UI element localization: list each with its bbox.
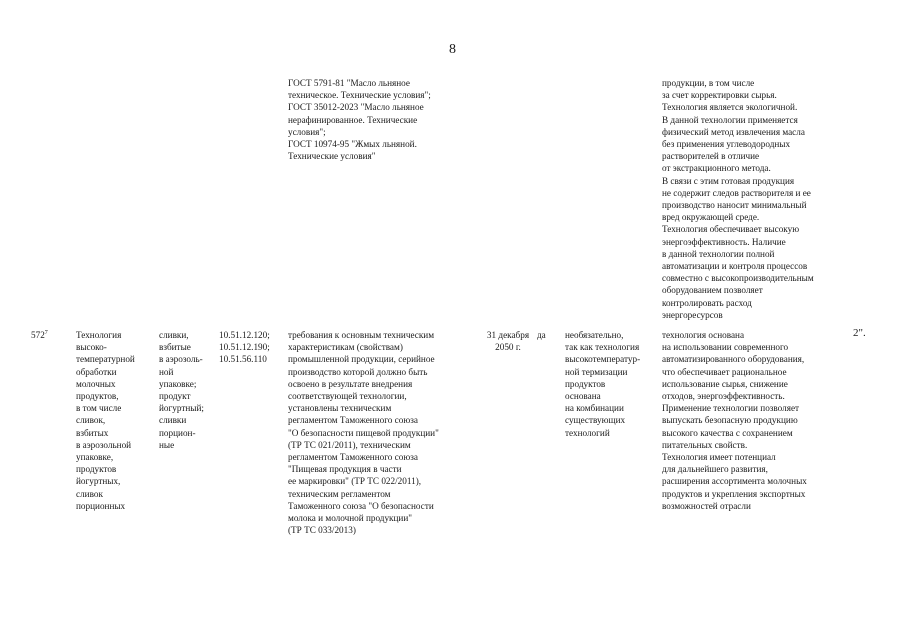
okpd-codes-cell: 10.51.12.120; 10.51.12.190; 10.51.56.110 <box>219 330 270 365</box>
row-number-footnote: 7 <box>44 330 48 336</box>
deadline-flag-cell: да <box>537 330 546 340</box>
description-cell: технология основана на использовании современного автоматизированного оборудования, что обеспечивает рациональное использование сырья, снижение отходов, энергоэффективность. Применение технологии позволяет выпускать безопасную продукцию высокого качества с сохранением питательных свойств. Технология имеет потенциал для дальнейшего развития, расширения ассортимента молочных продуктов и укрепления экспортных возможностей отрасли <box>662 330 807 511</box>
row-number <box>31 329 48 341</box>
deadline-date-cell: 31 декабря 2050 г. <box>486 330 530 353</box>
page-number: 8 <box>449 42 456 57</box>
requirements-cell: требования к основным техническим характеристикам (свойствам) промышленной продукции, серийное производство которой должно быть освоено в результате внедрения соответствующей технологии, установлены техническим регламентом Таможенного союза "О безопасности пищевой продукции" (ТР ТС 021/2011), техническим регламентом Таможенного союза "Пищевая продукция в части ее маркировки" (ТР ТС 022/2011), техническим регламентом Таможенного союза "О безопасности молока и молочной продукции" (ТР ТС 033/2013) <box>288 330 439 536</box>
optional-note-cell: необязательно, так как технология высокотемператур- ной термизации продуктов основана на комбинации существующих технологий <box>565 330 641 438</box>
products-cell: сливки, взбитые в аэрозоль- ной упаковке; продукт йогуртный; сливки порцион- ные <box>159 330 204 450</box>
technology-name-cell: Технология высоко- температурной обработки молочных продуктов, в том числе сливок, взбитых в аэрозольной упаковке, продуктов йогуртных, сливок порционных <box>76 330 135 511</box>
top-description-text: продукции, в том числе за счет корректировки сырья. Технология является экологичной. В данной технологии применяется физический метод извлечения масла без применения углеводородных растворителей в отличие от экстракционного метода. В связи с этим готовая продукция не содержит следов растворителя и ее производство наносит минимальный вред окружающей среде. Технология обеспечивает высокую энергоэффективность. Наличие в данной технологии полной автоматизации и контроля процессов совместно с высокопроизводительным оборудованием позволяет контролировать расход энергоресурсов <box>662 78 814 320</box>
gost-standards-text: ГОСТ 5791-81 "Масло льняное техническое. Технические условия"; ГОСТ 35012-2023 "Масло льняное нерафинированное. Технические условия"; ГОСТ 10974-95 "Жмых льняной. Технические условия" <box>288 78 431 162</box>
closing-quote-mark: 2". <box>853 327 866 339</box>
row-number-value: 572 <box>31 330 45 340</box>
